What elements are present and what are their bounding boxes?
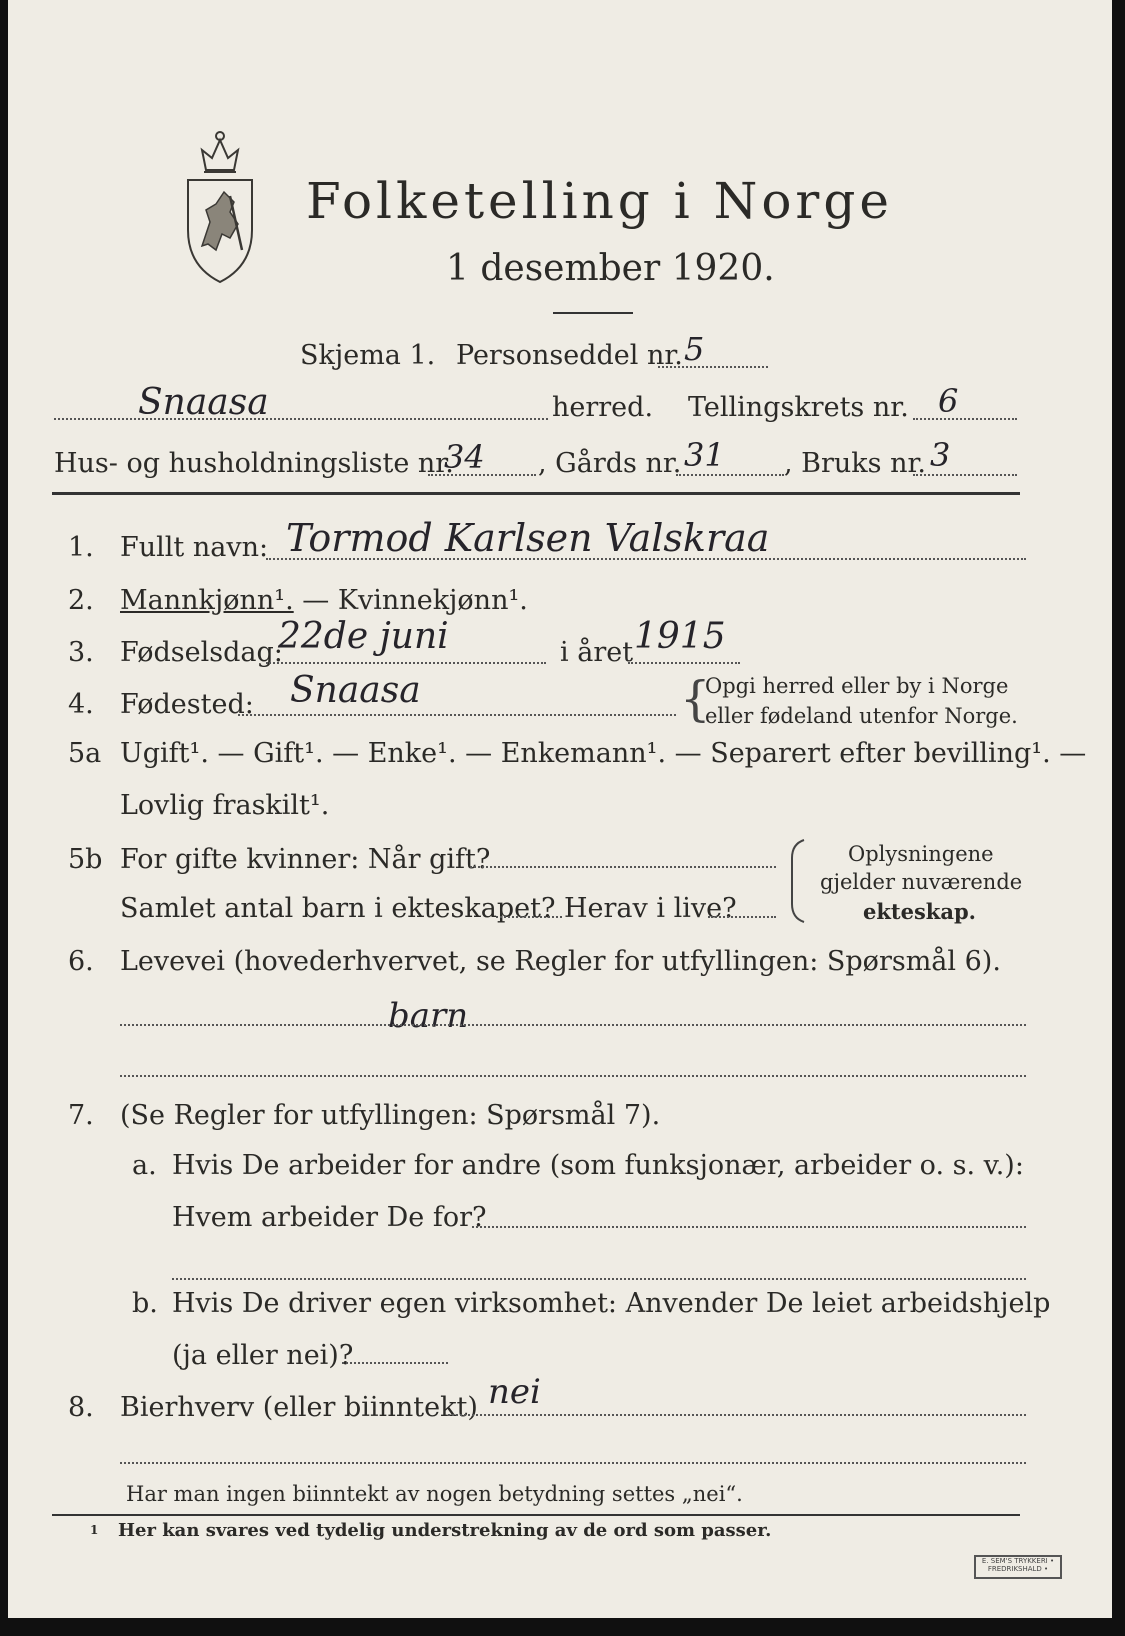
q2-options bbox=[120, 585, 528, 616]
q6-label: Levevei (hovederhvervet, se Regler for utfyllingen: Spørsmål 6). bbox=[120, 946, 1001, 977]
bruks-label: , Bruks nr. bbox=[784, 448, 927, 479]
q8-label: Bierhverv (eller biinntekt) bbox=[120, 1392, 478, 1423]
hus-label: Hus- og husholdningsliste nr. bbox=[54, 448, 454, 479]
q6-line2 bbox=[120, 1075, 1026, 1077]
q4-value[interactable]: Snaasa bbox=[290, 670, 421, 711]
q5b-alive-label: Herav i live? bbox=[564, 893, 737, 924]
q1-label: Fullt navn: bbox=[120, 532, 269, 563]
q7a-answer-line1 bbox=[472, 1226, 1026, 1228]
q1-value[interactable]: Tormod Karlsen Valskraa bbox=[286, 516, 770, 560]
q3-number: 3. bbox=[68, 637, 94, 668]
bruks-value[interactable]: 3 bbox=[930, 436, 951, 474]
biinntekt-note: Har man ingen biinntekt av nogen betydning settes „nei“. bbox=[126, 1482, 743, 1506]
q3-line bbox=[266, 662, 546, 664]
q7a-number: a. bbox=[132, 1150, 157, 1181]
footnote-text: Her kan svares ved tydelig understrekning av de ord som passer. bbox=[118, 1520, 772, 1541]
q8-value[interactable]: nei bbox=[488, 1372, 541, 1412]
q5b-note-line3: ekteskap. bbox=[863, 899, 976, 924]
q6-line1 bbox=[120, 1024, 1026, 1026]
q4-number: 4. bbox=[68, 689, 94, 720]
q4-brace: { bbox=[680, 671, 711, 727]
personseddel-value[interactable]: 5 bbox=[684, 330, 705, 368]
title-divider bbox=[553, 312, 633, 314]
tellingskrets-label: Tellingskrets nr. bbox=[688, 392, 909, 423]
census-form bbox=[8, 0, 1112, 1618]
printer-mark: E. SEM'S TRYKKERI • FREDRIKSHALD • bbox=[974, 1555, 1062, 1579]
q5a-options-line2[interactable]: Lovlig fraskilt¹. bbox=[120, 790, 330, 821]
q3-label: Fødselsdag: bbox=[120, 637, 283, 668]
q8-line1 bbox=[448, 1414, 1026, 1416]
q5b-children-label: Samlet antal barn i ekteskapet? bbox=[120, 893, 556, 924]
q5b-note-line2: gjelder nuværende bbox=[820, 870, 1023, 894]
footer-divider bbox=[52, 1514, 1020, 1516]
q5b-bracket bbox=[788, 838, 808, 924]
gards-line bbox=[676, 474, 784, 476]
tellingskrets-value[interactable]: 6 bbox=[938, 382, 959, 420]
q7b-answer-line bbox=[342, 1362, 448, 1364]
q2-male-option[interactable]: Mannkjønn¹. bbox=[120, 585, 294, 616]
gards-label: , Gårds nr. bbox=[538, 448, 682, 479]
q1-number: 1. bbox=[68, 532, 94, 563]
herred-value[interactable]: Snaasa bbox=[138, 382, 269, 423]
q7a-line1: Hvis De arbeider for andre (som funksjonær, arbeider o. s. v.): bbox=[172, 1150, 1024, 1181]
q3-value[interactable]: 22de juni bbox=[278, 616, 449, 657]
bruks-line bbox=[913, 474, 1017, 476]
personseddel-label: Personseddel nr. bbox=[456, 340, 683, 371]
q5a-number: 5a bbox=[68, 738, 102, 769]
q5b-married-line bbox=[470, 866, 776, 868]
q7-number: 7. bbox=[68, 1100, 94, 1131]
q5b-children-line bbox=[496, 916, 562, 918]
q5b-alive-line bbox=[708, 916, 776, 918]
herred-label: herred. bbox=[552, 392, 654, 423]
q5b-line1: For gifte kvinner: Når gift? bbox=[120, 844, 491, 875]
q6-number: 6. bbox=[68, 946, 94, 977]
q7b-line2: (ja eller nei)? bbox=[172, 1340, 354, 1371]
q7b-line1: Hvis De driver egen virksomhet: Anvender De leiet arbeidshjelp bbox=[172, 1288, 1051, 1319]
q5a-options[interactable]: Ugift¹. — Gift¹. — Enke¹. — Enkemann¹. — Separert efter bevilling¹. — bbox=[120, 738, 1087, 769]
q3-year-value[interactable]: 1915 bbox=[634, 616, 726, 657]
q3-year-line bbox=[628, 662, 740, 664]
tellingskrets-line bbox=[913, 418, 1017, 420]
q5b-note-line1: Oplysningene bbox=[848, 842, 994, 866]
herred-line bbox=[54, 418, 548, 420]
personseddel-line bbox=[658, 366, 768, 368]
q2-female-option[interactable]: Kvinnekjønn¹. bbox=[337, 585, 528, 616]
census-date: 1 desember 1920. bbox=[446, 248, 775, 289]
q4-note-line1: Opgi herred eller by i Norge bbox=[705, 674, 1009, 698]
norwegian-coat-of-arms-icon bbox=[180, 126, 260, 286]
q6-value[interactable]: barn bbox=[388, 996, 469, 1036]
header-divider bbox=[52, 492, 1020, 495]
q3-year-label: i året bbox=[560, 637, 634, 668]
skjema-label: Skjema 1. bbox=[300, 340, 436, 371]
q4-note-line2: eller fødeland utenfor Norge. bbox=[705, 704, 1018, 728]
q7a-answer-line2 bbox=[172, 1278, 1026, 1280]
hus-value[interactable]: 34 bbox=[444, 438, 485, 476]
footnote-mark: 1 bbox=[90, 1523, 99, 1537]
q4-line bbox=[238, 714, 676, 716]
q4-label: Fødested: bbox=[120, 689, 254, 720]
q8-line2 bbox=[120, 1462, 1026, 1464]
q7b-number: b. bbox=[132, 1288, 158, 1319]
q5b-number: 5b bbox=[68, 844, 103, 875]
gards-value[interactable]: 31 bbox=[684, 436, 725, 474]
q7-label: (Se Regler for utfyllingen: Spørsmål 7). bbox=[120, 1100, 661, 1131]
q7a-line2: Hvem arbeider De for? bbox=[172, 1202, 487, 1233]
q2-separator: — bbox=[293, 585, 338, 616]
q8-number: 8. bbox=[68, 1392, 94, 1423]
q2-number: 2. bbox=[68, 585, 94, 616]
form-title: Folketelling i Norge bbox=[306, 172, 893, 230]
